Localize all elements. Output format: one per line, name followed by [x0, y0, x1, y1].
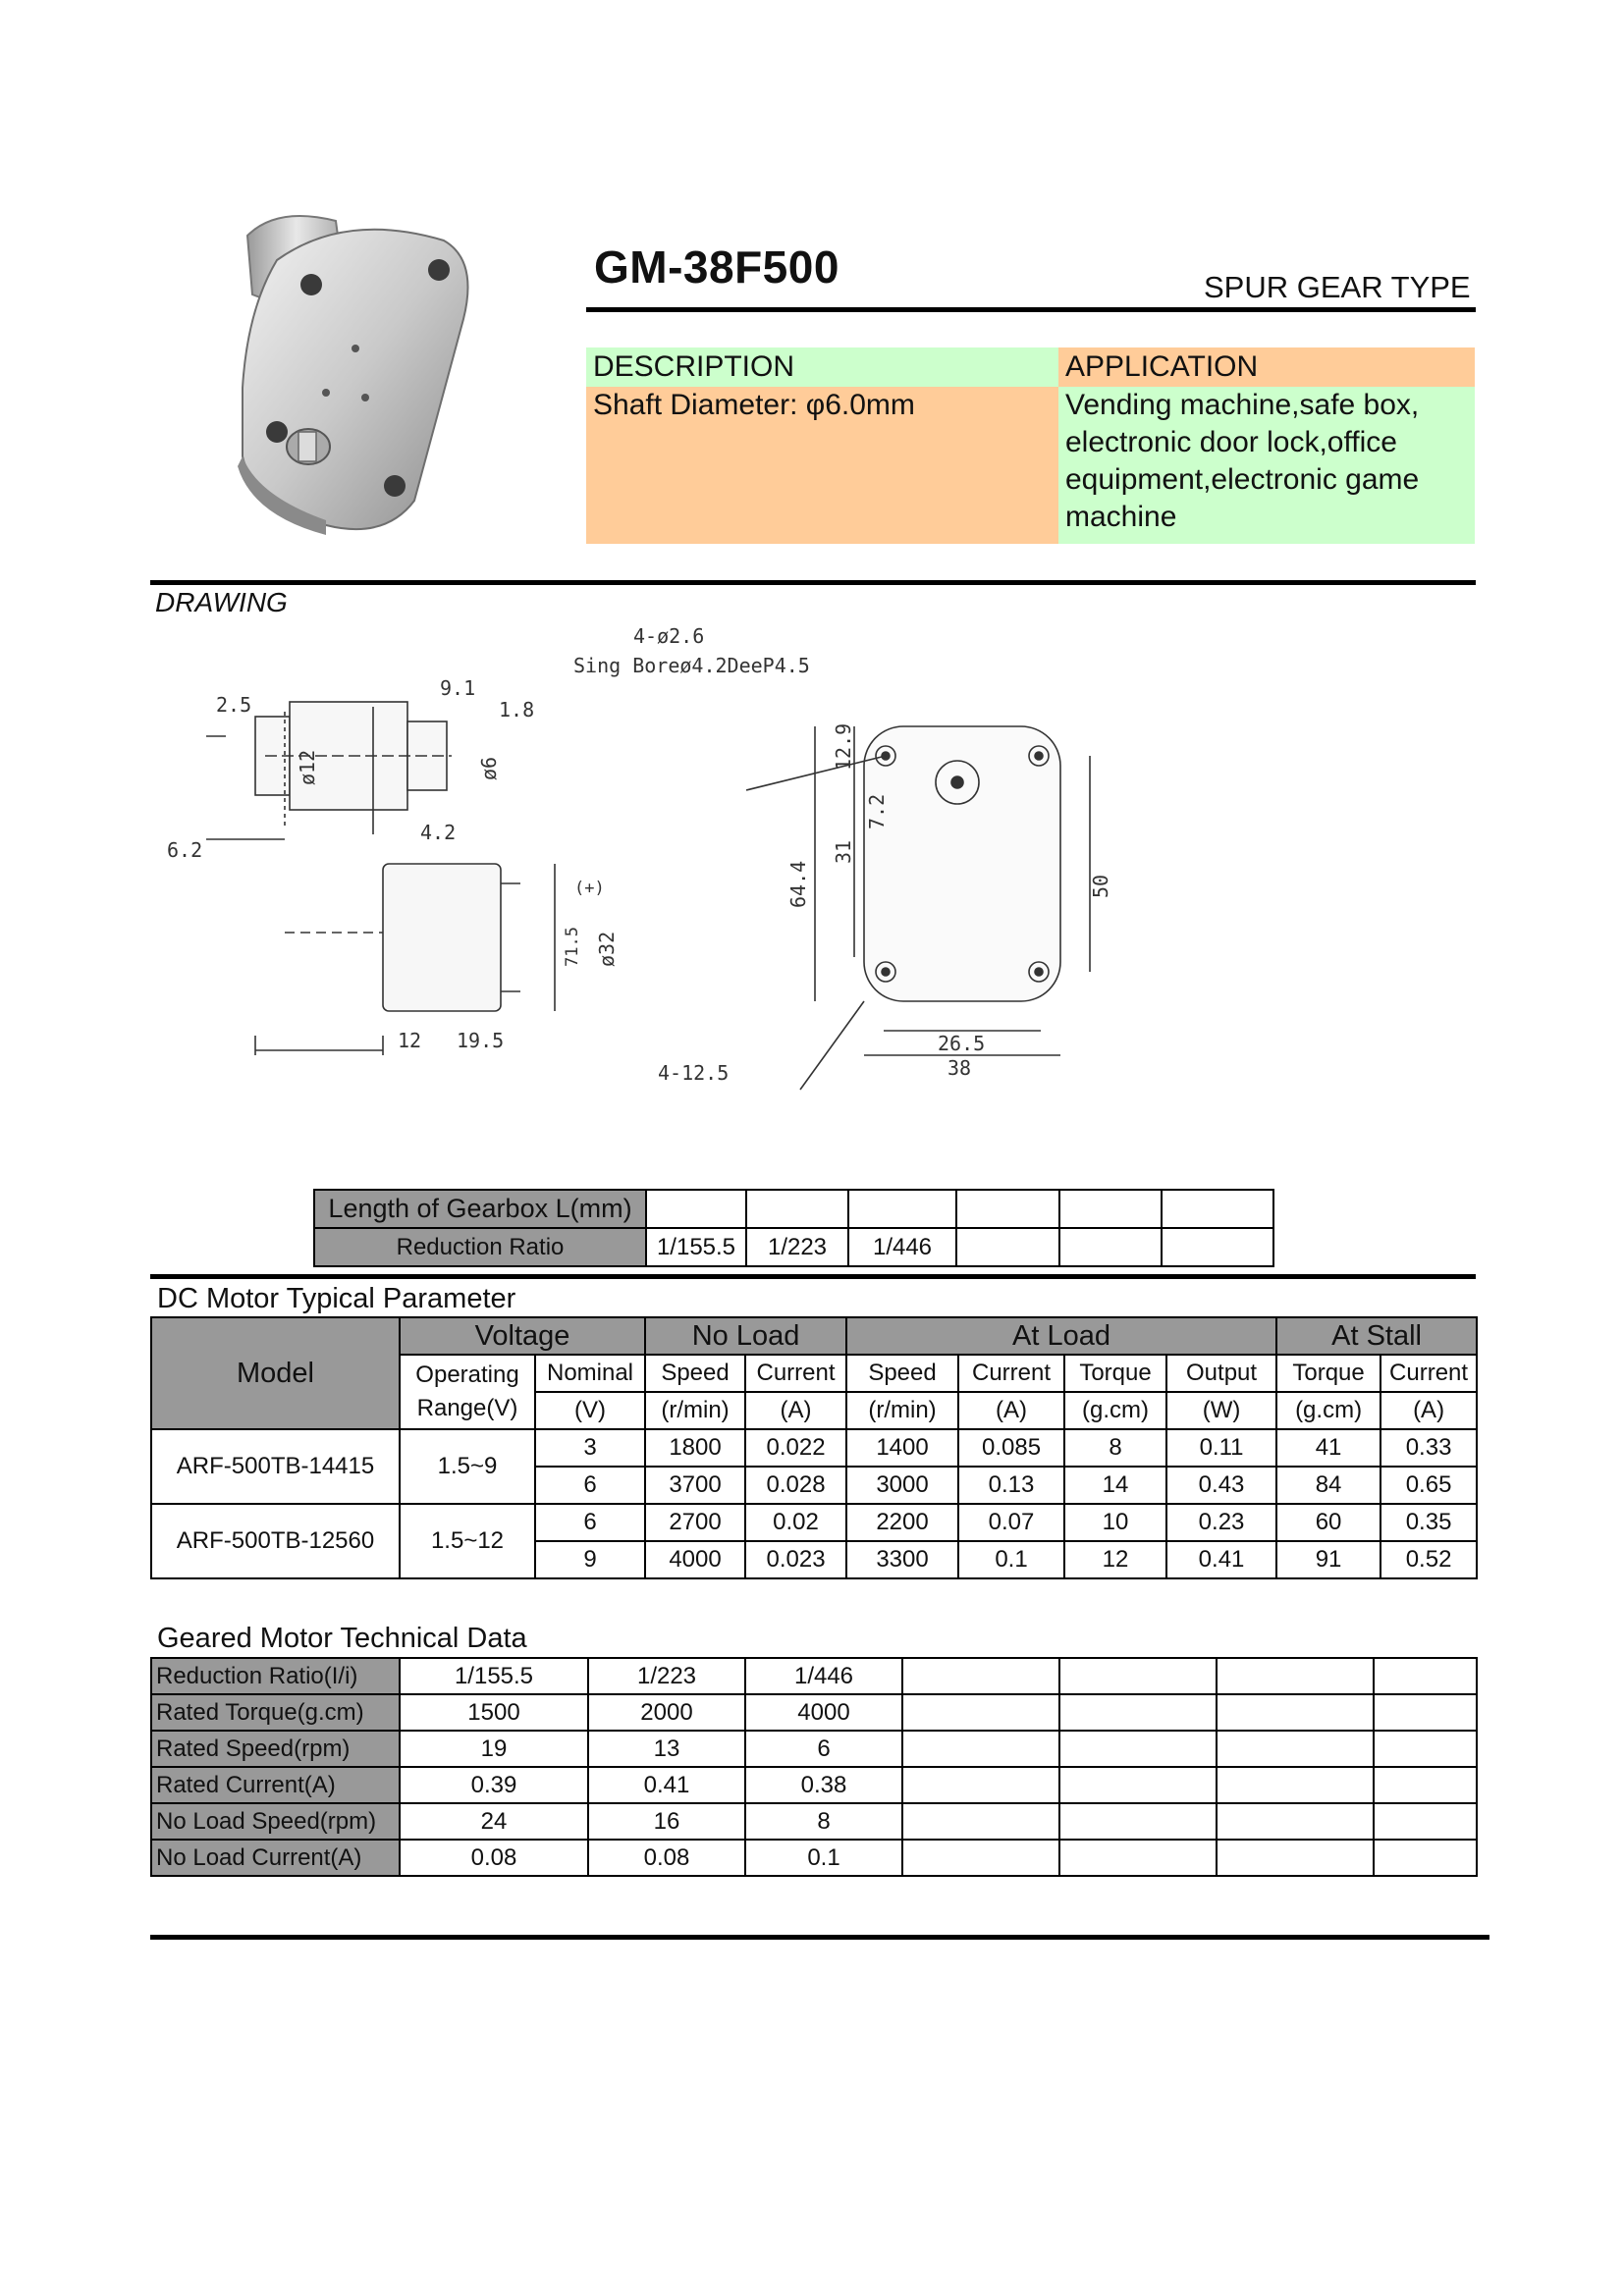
length-label: Length of Gearbox L(mm)	[314, 1190, 646, 1228]
description-body	[586, 387, 1058, 544]
dim-label: 12	[398, 1029, 422, 1052]
voltage-header: Voltage	[400, 1317, 645, 1355]
header-rule	[586, 307, 1476, 312]
table-cell	[902, 1803, 1059, 1840]
dim-label: 38	[947, 1056, 972, 1080]
unit-header: (A)	[1380, 1392, 1477, 1429]
column-header: Speed	[846, 1355, 958, 1392]
unit-header: (g.cm)	[1276, 1392, 1380, 1429]
technical-drawing	[167, 624, 1365, 1104]
table-cell: 0.23	[1166, 1504, 1276, 1541]
table-row	[151, 1317, 1477, 1355]
application-line: electronic door lock,office	[1065, 426, 1397, 458]
column-header: Torque	[1276, 1355, 1380, 1392]
row-label: Rated Speed(rpm)	[151, 1731, 400, 1767]
dim-label: 19.5	[457, 1029, 505, 1052]
table-cell	[1059, 1803, 1217, 1840]
table-cell	[1374, 1803, 1477, 1840]
column-header: Output	[1166, 1355, 1276, 1392]
table-cell	[848, 1190, 956, 1228]
table-cell	[1217, 1694, 1374, 1731]
table-cell: 0.02	[745, 1504, 846, 1541]
row-label: Rated Current(A)	[151, 1767, 400, 1803]
table-cell: 2000	[588, 1694, 745, 1731]
model-title: GM-38F500	[594, 241, 839, 293]
dim-label: ø32	[595, 931, 619, 967]
table-cell: 0.43	[1166, 1467, 1276, 1504]
table-cell: 0.35	[1380, 1504, 1477, 1541]
ratio-label: Reduction Ratio	[314, 1228, 646, 1266]
table-cell	[1059, 1840, 1217, 1876]
dim-label: 64.4	[786, 860, 810, 908]
geared-motor-title: Geared Motor Technical Data	[157, 1623, 527, 1654]
table-cell: 2700	[645, 1504, 745, 1541]
table-cell: 3300	[846, 1541, 958, 1578]
column-header: Current	[1380, 1355, 1477, 1392]
table-cell: 2200	[846, 1504, 958, 1541]
application-line: equipment,electronic game	[1065, 463, 1420, 496]
dim-label: (+)	[574, 879, 605, 898]
table-cell	[1162, 1228, 1273, 1266]
dim-label: 26.5	[938, 1032, 986, 1055]
table-cell	[902, 1694, 1059, 1731]
application-header: APPLICATION	[1058, 347, 1475, 387]
dim-label: 71.5	[563, 927, 582, 967]
table-cell	[902, 1840, 1059, 1876]
table-cell	[1059, 1190, 1162, 1228]
table-cell	[902, 1731, 1059, 1767]
dim-label: 7.2	[865, 793, 889, 829]
unit-header: (W)	[1166, 1392, 1276, 1429]
table-cell: 3000	[846, 1467, 958, 1504]
row-label: Reduction Ratio(I/i)	[151, 1658, 400, 1694]
unit-header: (A)	[958, 1392, 1064, 1429]
table-cell: 16	[588, 1803, 745, 1840]
table-cell	[1059, 1658, 1217, 1694]
description-application-box	[586, 347, 1475, 544]
table-cell: 0.38	[745, 1767, 902, 1803]
unit-header: (A)	[745, 1392, 846, 1429]
application-body	[1058, 387, 1475, 544]
table-cell: 13	[588, 1731, 745, 1767]
table-cell: 0.39	[400, 1767, 588, 1803]
table-cell: 0.65	[1380, 1467, 1477, 1504]
table-cell: 0.085	[958, 1429, 1064, 1467]
unit-header: (V)	[535, 1392, 645, 1429]
application-line: machine	[1065, 501, 1177, 533]
unit-header: (g.cm)	[1064, 1392, 1166, 1429]
column-header: Nominal	[535, 1355, 645, 1392]
table-cell: 24	[400, 1803, 588, 1840]
table-cell: 9	[535, 1541, 645, 1578]
table-row	[314, 1228, 1273, 1266]
table-cell	[902, 1658, 1059, 1694]
table-cell	[1217, 1840, 1374, 1876]
table-cell	[1217, 1803, 1374, 1840]
table-cell	[1059, 1694, 1217, 1731]
row-label: No Load Current(A)	[151, 1840, 400, 1876]
table-cell: 3	[535, 1429, 645, 1467]
description-line: Shaft Diameter: φ6.0mm	[593, 389, 915, 421]
table-cell: 14	[1064, 1467, 1166, 1504]
table-cell: 10	[1064, 1504, 1166, 1541]
table-cell: 1/155.5	[400, 1658, 588, 1694]
dim-label: ø6	[477, 756, 501, 780]
dim-label: 12.9	[832, 722, 855, 771]
section-rule	[150, 1274, 1476, 1279]
table-cell: 1/155.5	[646, 1228, 746, 1266]
table-cell: 1/446	[848, 1228, 956, 1266]
table-cell: 0.07	[958, 1504, 1064, 1541]
table-cell	[1374, 1840, 1477, 1876]
table-cell: 1/446	[745, 1658, 902, 1694]
table-cell: 1800	[645, 1429, 745, 1467]
table-cell	[1374, 1658, 1477, 1694]
gear-motor-photo	[218, 201, 483, 540]
table-cell: 12	[1064, 1541, 1166, 1578]
table-cell: 0.33	[1380, 1429, 1477, 1467]
table-row	[151, 1658, 1477, 1694]
table-row	[151, 1504, 1477, 1541]
row-label: Rated Torque(g.cm)	[151, 1694, 400, 1731]
table-cell: 1400	[846, 1429, 958, 1467]
dim-label: 4.2	[420, 821, 457, 844]
table-row	[151, 1840, 1477, 1876]
unit-header: (r/min)	[846, 1392, 958, 1429]
operating-range: 1.5~9	[400, 1429, 535, 1504]
table-row	[151, 1694, 1477, 1731]
at-load-header: At Load	[846, 1317, 1276, 1355]
table-cell: 4000	[645, 1541, 745, 1578]
table-row	[151, 1731, 1477, 1767]
dim-label: 50	[1089, 874, 1112, 898]
dim-label: 6.2	[167, 838, 203, 862]
no-load-header: No Load	[645, 1317, 846, 1355]
table-cell: 8	[1064, 1429, 1166, 1467]
dim-label: 4-12.5	[658, 1061, 730, 1085]
section-rule	[150, 580, 1476, 585]
table-cell: 1/223	[588, 1658, 745, 1694]
table-cell	[1162, 1190, 1273, 1228]
column-header: Current	[745, 1355, 846, 1392]
table-cell: 19	[400, 1731, 588, 1767]
table-cell: 60	[1276, 1504, 1380, 1541]
application-line: Vending machine,safe box,	[1065, 389, 1420, 421]
dim-label: Sing Boreø4.2DeeP4.5	[573, 654, 810, 677]
table-cell: 84	[1276, 1467, 1380, 1504]
table-cell	[746, 1190, 848, 1228]
operating-range: 1.5~12	[400, 1504, 535, 1578]
table-cell	[1059, 1228, 1162, 1266]
table-row	[151, 1803, 1477, 1840]
table-cell: 6	[535, 1504, 645, 1541]
column-header: Torque	[1064, 1355, 1166, 1392]
drawing-label: DRAWING	[155, 587, 288, 617]
table-cell: 0.13	[958, 1467, 1064, 1504]
table-cell: 0.023	[745, 1541, 846, 1578]
table-cell: 8	[745, 1803, 902, 1840]
table-cell: 91	[1276, 1541, 1380, 1578]
geared-motor-table	[150, 1657, 1478, 1877]
model-header: Model	[151, 1317, 400, 1429]
table-cell	[1374, 1767, 1477, 1803]
table-row	[151, 1429, 1477, 1467]
table-cell	[1217, 1767, 1374, 1803]
table-cell: 0.52	[1380, 1541, 1477, 1578]
dim-label: ø12	[296, 749, 319, 785]
dim-label: 1.8	[499, 698, 535, 721]
table-cell: 3700	[645, 1467, 745, 1504]
row-label: No Load Speed(rpm)	[151, 1803, 400, 1840]
dc-motor-title: DC Motor Typical Parameter	[157, 1283, 516, 1314]
table-cell: 0.022	[745, 1429, 846, 1467]
table-cell: 0.08	[588, 1840, 745, 1876]
table-cell: 1500	[400, 1694, 588, 1731]
operating-range-header: Operating Range(V)	[400, 1355, 535, 1429]
table-cell	[1217, 1731, 1374, 1767]
unit-header: (r/min)	[645, 1392, 745, 1429]
table-cell: 0.11	[1166, 1429, 1276, 1467]
table-cell	[956, 1228, 1059, 1266]
model-name: ARF-500TB-14415	[151, 1429, 400, 1504]
table-cell: 6	[535, 1467, 645, 1504]
table-cell	[1059, 1731, 1217, 1767]
table-cell: 0.41	[588, 1767, 745, 1803]
table-cell: 41	[1276, 1429, 1380, 1467]
table-cell: 4000	[745, 1694, 902, 1731]
table-cell: 6	[745, 1731, 902, 1767]
footer-rule	[150, 1935, 1489, 1940]
table-cell: 0.1	[745, 1840, 902, 1876]
table-cell	[646, 1190, 746, 1228]
table-cell: 0.08	[400, 1840, 588, 1876]
dim-label: 4-ø2.6	[633, 624, 705, 648]
column-header: Current	[958, 1355, 1064, 1392]
table-cell	[1374, 1694, 1477, 1731]
gear-type-label: SPUR GEAR TYPE	[1204, 270, 1471, 304]
table-cell: 0.1	[958, 1541, 1064, 1578]
dc-motor-table	[150, 1316, 1478, 1579]
gearbox-length-table	[313, 1189, 1274, 1267]
table-cell	[902, 1767, 1059, 1803]
table-row	[151, 1767, 1477, 1803]
dim-label: 9.1	[440, 676, 476, 700]
at-stall-header: At Stall	[1276, 1317, 1477, 1355]
dim-label: 31	[832, 839, 855, 864]
table-cell: 0.41	[1166, 1541, 1276, 1578]
table-cell: 0.028	[745, 1467, 846, 1504]
table-row	[314, 1190, 1273, 1228]
description-header: DESCRIPTION	[586, 347, 1058, 387]
side-view	[206, 702, 555, 1055]
table-cell	[956, 1190, 1059, 1228]
table-cell	[1374, 1731, 1477, 1767]
table-cell: 1/223	[746, 1228, 848, 1266]
dim-label: 2.5	[216, 693, 252, 717]
table-cell	[1217, 1658, 1374, 1694]
model-name: ARF-500TB-12560	[151, 1504, 400, 1578]
table-cell	[1059, 1767, 1217, 1803]
column-header: Speed	[645, 1355, 745, 1392]
